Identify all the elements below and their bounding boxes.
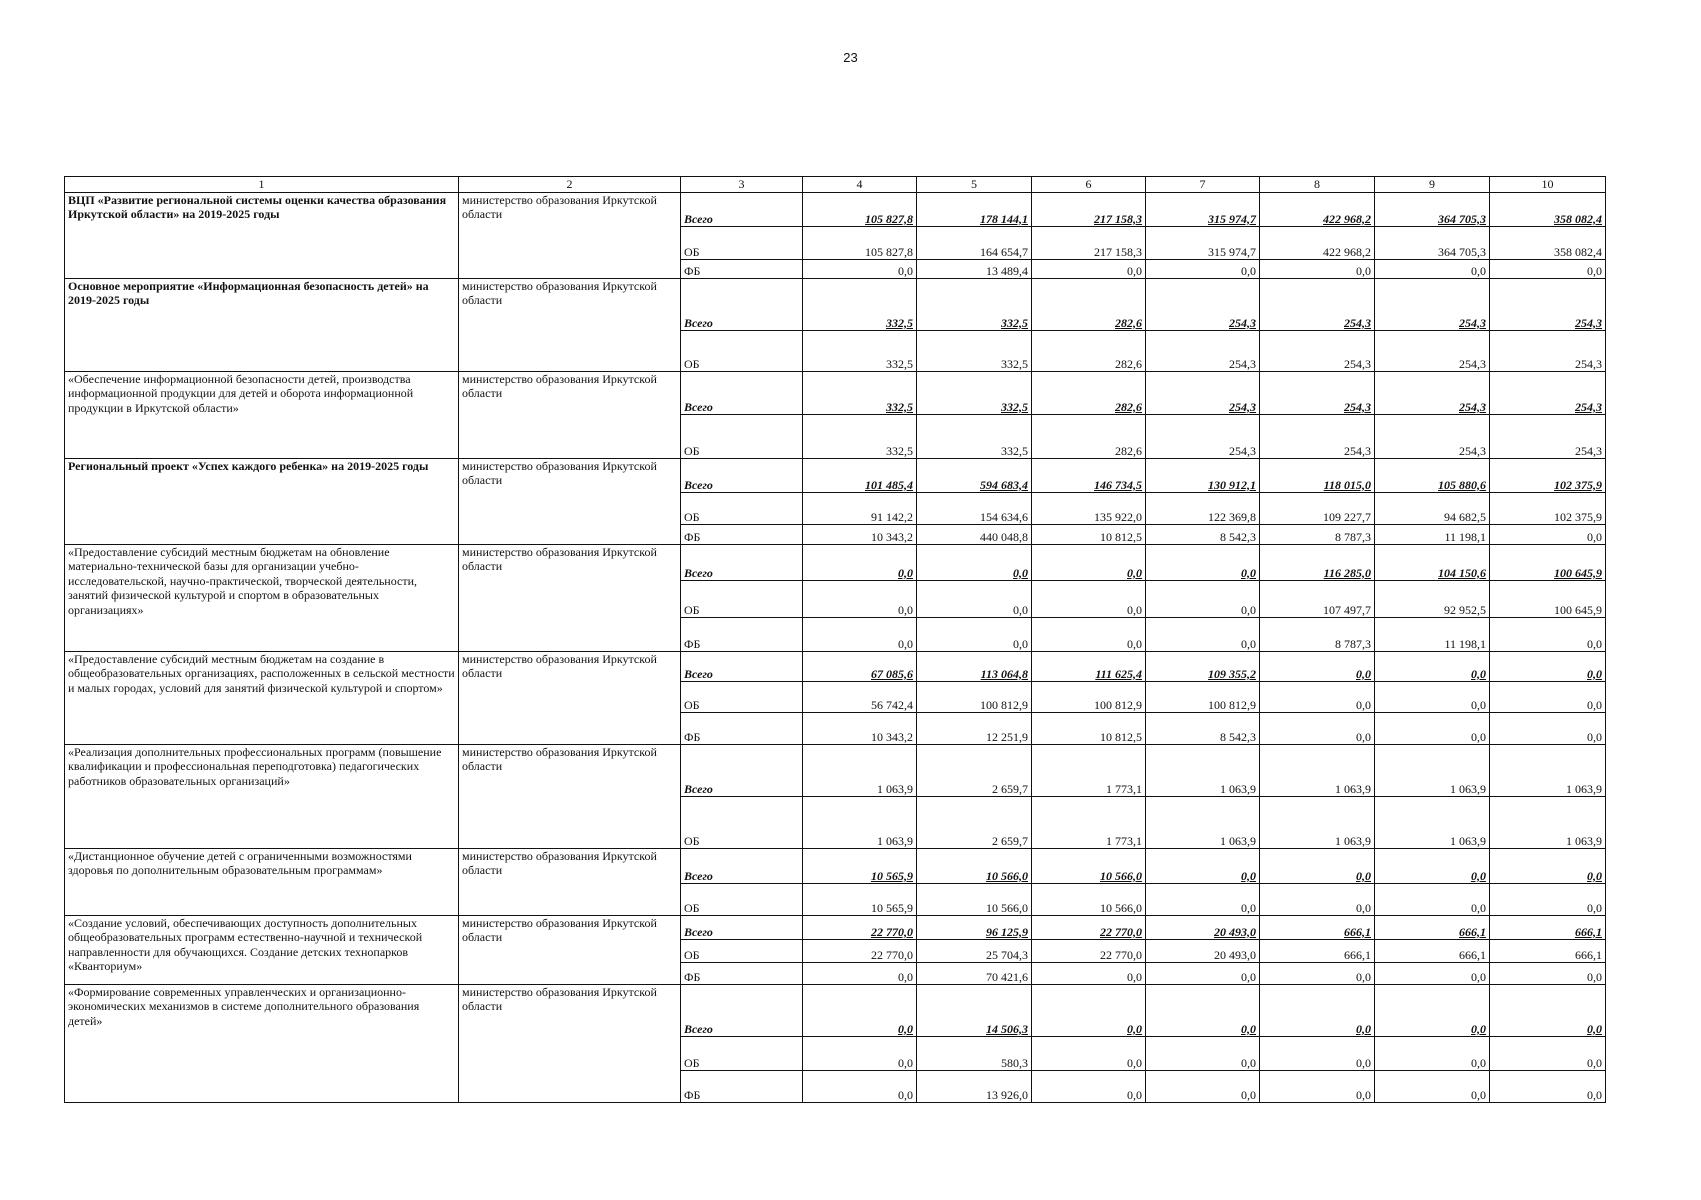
program-name: «Создание условий, обеспечивающих доступность дополнительных общеобразовательных программ естественно-научной и технической направленности для обучающихся. Создание детских технопарков «Кванториум» [65,916,459,985]
amount-cell: 0,0 [1146,618,1260,652]
amount-cell: 107 497,7 [1260,581,1375,618]
amount-cell: 0,0 [803,1037,917,1071]
amount-cell: 1 063,9 [1146,797,1260,849]
amount-cell: 1 063,9 [803,745,917,797]
funding-source: ФБ [681,963,803,985]
funding-source: Всего [681,652,803,682]
executor-org: министерство образования Иркутской области [459,985,681,1103]
amount-cell: 94 682,5 [1375,493,1490,525]
funding-source: ФБ [681,713,803,745]
amount-cell: 0,0 [1490,713,1606,745]
header-cell: 2 [459,177,681,193]
amount-cell: 0,0 [1032,581,1146,618]
amount-cell: 10 343,2 [803,525,917,545]
amount-cell: 25 704,3 [917,940,1032,963]
funding-source: ФБ [681,525,803,545]
header-cell: 6 [1032,177,1146,193]
amount-cell: 0,0 [1260,260,1375,279]
amount-cell: 0,0 [1260,682,1375,713]
amount-cell: 282,6 [1032,279,1146,331]
amount-cell: 0,0 [1490,884,1606,916]
funding-source: Всего [681,193,803,227]
amount-cell: 100 812,9 [917,682,1032,713]
amount-cell: 0,0 [803,545,917,581]
amount-cell: 0,0 [803,581,917,618]
executor-org: министерство образования Иркутской области [459,545,681,652]
amount-cell: 104 150,6 [1375,545,1490,581]
amount-cell: 254,3 [1375,415,1490,459]
amount-cell: 332,5 [803,331,917,372]
executor-org: министерство образования Иркутской области [459,916,681,985]
funding-source: ОБ [681,797,803,849]
amount-cell: 0,0 [1375,652,1490,682]
amount-cell: 666,1 [1375,940,1490,963]
program-name: «Предоставление субсидий местным бюджетам на обновление материально-технической базы для организации учебно-исследовательской, научно-практической, творческой деятельности, занятий физической культурой и спортом в образовательных организациях» [65,545,459,652]
amount-cell: 0,0 [917,581,1032,618]
amount-cell: 1 063,9 [1375,745,1490,797]
amount-cell: 0,0 [917,618,1032,652]
amount-cell: 0,0 [1146,985,1260,1037]
amount-cell: 10 566,0 [917,849,1032,884]
amount-cell: 1 773,1 [1032,797,1146,849]
program-name: ВЦП «Развитие региональной системы оценки качества образования Иркутской области» на 2019-2025 годы [65,193,459,279]
table-row [65,545,1606,581]
amount-cell: 254,3 [1146,331,1260,372]
header-cell: 1 [65,177,459,193]
funding-source: ОБ [681,227,803,260]
amount-cell: 254,3 [1260,415,1375,459]
amount-cell: 217 158,3 [1032,193,1146,227]
amount-cell: 0,0 [1375,260,1490,279]
amount-cell: 56 742,4 [803,682,917,713]
amount-cell: 0,0 [1375,713,1490,745]
funding-source: Всего [681,545,803,581]
amount-cell: 96 125,9 [917,916,1032,940]
amount-cell: 0,0 [1260,713,1375,745]
amount-cell: 315 974,7 [1146,227,1260,260]
funding-source: Всего [681,372,803,415]
amount-cell: 0,0 [1032,985,1146,1037]
amount-cell: 254,3 [1146,372,1260,415]
page-number: 23 [843,50,858,65]
table-body [65,193,1606,1103]
amount-cell: 67 085,6 [803,652,917,682]
funding-source: Всего [681,459,803,493]
amount-cell: 20 493,0 [1146,916,1260,940]
amount-cell: 2 659,7 [917,797,1032,849]
amount-cell: 332,5 [917,279,1032,331]
program-name: «Формирование современных управленческих и организационно-экономических механизмов в системе дополнительного образования детей» [65,985,459,1103]
table-row [65,745,1606,797]
amount-cell: 0,0 [1146,963,1260,985]
table-row [65,459,1606,493]
amount-cell: 8 787,3 [1260,525,1375,545]
table-row [65,985,1606,1037]
table-row [65,279,1606,331]
executor-org: министерство образования Иркутской области [459,745,681,849]
amount-cell: 0,0 [917,545,1032,581]
amount-cell: 91 142,2 [803,493,917,525]
amount-cell: 0,0 [1032,260,1146,279]
amount-cell: 0,0 [1490,963,1606,985]
amount-cell: 11 198,1 [1375,525,1490,545]
amount-cell: 580,3 [917,1037,1032,1071]
amount-cell: 154 634,6 [917,493,1032,525]
amount-cell: 14 506,3 [917,985,1032,1037]
amount-cell: 130 912,1 [1146,459,1260,493]
executor-org: министерство образования Иркутской области [459,279,681,372]
funding-source: Всего [681,916,803,940]
amount-cell: 0,0 [1490,260,1606,279]
funding-source: ОБ [681,581,803,618]
amount-cell: 0,0 [1375,963,1490,985]
amount-cell: 0,0 [1375,1037,1490,1071]
amount-cell: 254,3 [1146,415,1260,459]
executor-org: министерство образования Иркутской области [459,459,681,545]
amount-cell: 146 734,5 [1032,459,1146,493]
amount-cell: 0,0 [1146,260,1260,279]
amount-cell: 0,0 [1032,1071,1146,1103]
amount-cell: 164 654,7 [917,227,1032,260]
executor-org: министерство образования Иркутской области [459,372,681,459]
table-row [65,916,1606,940]
amount-cell: 0,0 [1490,985,1606,1037]
funding-source: Всего [681,985,803,1037]
amount-cell: 10 566,0 [1032,849,1146,884]
amount-cell: 100 812,9 [1146,682,1260,713]
budget-table [64,176,1606,1103]
amount-cell: 282,6 [1032,331,1146,372]
amount-cell: 13 489,4 [917,260,1032,279]
amount-cell: 0,0 [1146,581,1260,618]
executor-org: министерство образования Иркутской области [459,849,681,916]
amount-cell: 178 144,1 [917,193,1032,227]
amount-cell: 10 566,0 [1032,884,1146,916]
amount-cell: 22 770,0 [803,916,917,940]
amount-cell: 2 659,7 [917,745,1032,797]
amount-cell: 0,0 [1032,1037,1146,1071]
amount-cell: 100 645,9 [1490,581,1606,618]
amount-cell: 0,0 [803,1071,917,1103]
amount-cell: 118 015,0 [1260,459,1375,493]
funding-source: Всего [681,745,803,797]
amount-cell: 109 355,2 [1146,652,1260,682]
amount-cell: 254,3 [1490,372,1606,415]
amount-cell: 666,1 [1260,916,1375,940]
amount-cell: 440 048,8 [917,525,1032,545]
amount-cell: 10 812,5 [1032,713,1146,745]
header-cell: 10 [1490,177,1606,193]
program-name: «Дистанционное обучение детей с ограниченными возможностями здоровья по дополнительным образовательным программам» [65,849,459,916]
amount-cell: 0,0 [1032,618,1146,652]
amount-cell: 0,0 [803,963,917,985]
amount-cell: 70 421,6 [917,963,1032,985]
amount-cell: 1 773,1 [1032,745,1146,797]
amount-cell: 332,5 [917,415,1032,459]
amount-cell: 92 952,5 [1375,581,1490,618]
funding-source: ОБ [681,415,803,459]
program-name: «Предоставление субсидий местным бюджетам на создание в общеобразовательных организациях, расположенных в сельской местности и малых городах, условий для занятий физической культурой и спортом» [65,652,459,745]
funding-source: ФБ [681,618,803,652]
funding-source: ОБ [681,682,803,713]
amount-cell: 0,0 [1260,849,1375,884]
amount-cell: 0,0 [1375,1071,1490,1103]
amount-cell: 0,0 [1490,682,1606,713]
amount-cell: 0,0 [1490,618,1606,652]
amount-cell: 0,0 [1260,985,1375,1037]
amount-cell: 8 787,3 [1260,618,1375,652]
amount-cell: 254,3 [1146,279,1260,331]
amount-cell: 0,0 [1032,545,1146,581]
funding-source: ОБ [681,940,803,963]
amount-cell: 364 705,3 [1375,227,1490,260]
program-name: Региональный проект «Успех каждого ребенка» на 2019-2025 годы [65,459,459,545]
amount-cell: 1 063,9 [1375,797,1490,849]
amount-cell: 10 565,9 [803,884,917,916]
funding-source: ФБ [681,1071,803,1103]
amount-cell: 105 880,6 [1375,459,1490,493]
amount-cell: 113 064,8 [917,652,1032,682]
program-name: «Реализация дополнительных профессиональных программ (повышение квалификации и профессиональная переподготовка) педагогических работников образовательных организаций» [65,745,459,849]
funding-source: ОБ [681,1037,803,1071]
header-cell: 8 [1260,177,1375,193]
amount-cell: 358 082,4 [1490,193,1606,227]
amount-cell: 422 968,2 [1260,193,1375,227]
amount-cell: 1 063,9 [1490,797,1606,849]
amount-cell: 13 926,0 [917,1071,1032,1103]
amount-cell: 358 082,4 [1490,227,1606,260]
amount-cell: 10 343,2 [803,713,917,745]
amount-cell: 10 812,5 [1032,525,1146,545]
header-row [65,177,1606,193]
amount-cell: 364 705,3 [1375,193,1490,227]
amount-cell: 0,0 [803,260,917,279]
amount-cell: 0,0 [1260,963,1375,985]
amount-cell: 332,5 [803,415,917,459]
amount-cell: 422 968,2 [1260,227,1375,260]
amount-cell: 22 770,0 [1032,916,1146,940]
amount-cell: 332,5 [803,372,917,415]
header-cell: 7 [1146,177,1260,193]
amount-cell: 116 285,0 [1260,545,1375,581]
amount-cell: 332,5 [917,331,1032,372]
amount-cell: 122 369,8 [1146,493,1260,525]
amount-cell: 0,0 [1490,1071,1606,1103]
amount-cell: 254,3 [1260,372,1375,415]
amount-cell: 102 375,9 [1490,459,1606,493]
amount-cell: 666,1 [1490,940,1606,963]
amount-cell: 109 227,7 [1260,493,1375,525]
amount-cell: 254,3 [1375,331,1490,372]
amount-cell: 0,0 [1032,963,1146,985]
amount-cell: 10 565,9 [803,849,917,884]
amount-cell: 666,1 [1490,916,1606,940]
header-cell: 5 [917,177,1032,193]
amount-cell: 0,0 [1146,884,1260,916]
amount-cell: 254,3 [1260,279,1375,331]
table-row [65,193,1606,227]
amount-cell: 20 493,0 [1146,940,1260,963]
amount-cell: 111 625,4 [1032,652,1146,682]
amount-cell: 0,0 [1490,652,1606,682]
funding-source: Всего [681,279,803,331]
amount-cell: 666,1 [1375,916,1490,940]
amount-cell: 105 827,8 [803,193,917,227]
table-row [65,372,1606,415]
executor-org: министерство образования Иркутской области [459,193,681,279]
amount-cell: 101 485,4 [803,459,917,493]
amount-cell: 102 375,9 [1490,493,1606,525]
amount-cell: 332,5 [917,372,1032,415]
amount-cell: 0,0 [1490,525,1606,545]
header-cell: 9 [1375,177,1490,193]
amount-cell: 0,0 [803,985,917,1037]
amount-cell: 0,0 [1375,682,1490,713]
program-name: Основное мероприятие «Информационная безопасность детей» на 2019-2025 годы [65,279,459,372]
amount-cell: 0,0 [1490,1037,1606,1071]
amount-cell: 0,0 [1375,884,1490,916]
amount-cell: 254,3 [1260,331,1375,372]
amount-cell: 10 566,0 [917,884,1032,916]
funding-source: Всего [681,849,803,884]
amount-cell: 254,3 [1490,415,1606,459]
amount-cell: 1 063,9 [803,797,917,849]
executor-org: министерство образования Иркутской области [459,652,681,745]
amount-cell: 282,6 [1032,372,1146,415]
amount-cell: 0,0 [803,618,917,652]
amount-cell: 254,3 [1375,279,1490,331]
funding-source: ОБ [681,884,803,916]
amount-cell: 8 542,3 [1146,713,1260,745]
amount-cell: 666,1 [1260,940,1375,963]
funding-source: ОБ [681,493,803,525]
amount-cell: 22 770,0 [803,940,917,963]
amount-cell: 315 974,7 [1146,193,1260,227]
amount-cell: 0,0 [1260,1037,1375,1071]
table-row [65,652,1606,682]
header-cell: 4 [803,177,917,193]
amount-cell: 1 063,9 [1490,745,1606,797]
amount-cell: 0,0 [1260,884,1375,916]
amount-cell: 0,0 [1146,1037,1260,1071]
amount-cell: 282,6 [1032,415,1146,459]
amount-cell: 1 063,9 [1146,745,1260,797]
amount-cell: 1 063,9 [1260,745,1375,797]
funding-source: ФБ [681,260,803,279]
amount-cell: 8 542,3 [1146,525,1260,545]
amount-cell: 0,0 [1375,849,1490,884]
amount-cell: 594 683,4 [917,459,1032,493]
amount-cell: 332,5 [803,279,917,331]
amount-cell: 0,0 [1260,652,1375,682]
program-name: «Обеспечение информационной безопасности детей, производства информационной продукции для детей и оборота информационной продукции в Иркутской области» [65,372,459,459]
amount-cell: 217 158,3 [1032,227,1146,260]
amount-cell: 254,3 [1490,331,1606,372]
amount-cell: 0,0 [1146,545,1260,581]
amount-cell: 1 063,9 [1260,797,1375,849]
amount-cell: 105 827,8 [803,227,917,260]
amount-cell: 0,0 [1260,1071,1375,1103]
amount-cell: 254,3 [1375,372,1490,415]
amount-cell: 0,0 [1490,849,1606,884]
amount-cell: 135 922,0 [1032,493,1146,525]
amount-cell: 12 251,9 [917,713,1032,745]
amount-cell: 0,0 [1375,985,1490,1037]
table-row [65,849,1606,884]
header-cell: 3 [681,177,803,193]
amount-cell: 22 770,0 [1032,940,1146,963]
amount-cell: 11 198,1 [1375,618,1490,652]
amount-cell: 254,3 [1490,279,1606,331]
amount-cell: 0,0 [1146,1071,1260,1103]
amount-cell: 100 812,9 [1032,682,1146,713]
amount-cell: 0,0 [1146,849,1260,884]
funding-source: ОБ [681,331,803,372]
amount-cell: 100 645,9 [1490,545,1606,581]
